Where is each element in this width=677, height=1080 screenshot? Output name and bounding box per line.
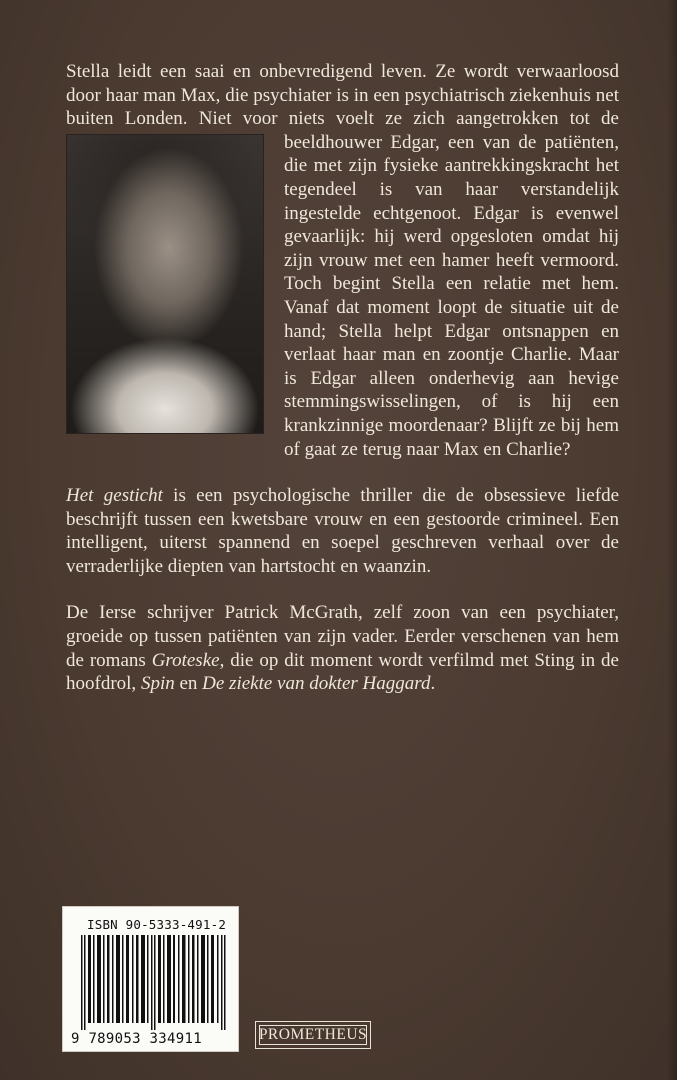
blurb-p1-intro: Stella leidt een saai en onbevredigend leven. Ze wordt verwaarloosd door haar man Max, die psychiater is in een psychiatrisch ziekenhuis net buiten Londen. Niet voor niets voelt ze zich aangetrokken tot de beeldhouwer — [66, 61, 619, 153]
cover-edge-shadow — [667, 0, 677, 1080]
blurb-paragraph-3 — [66, 601, 619, 695]
blurb-p3-text-c: en — [174, 673, 203, 695]
blurb-p2-text: is een psychologische thriller die de obsessieve liefde beschrijft tussen een kwetsbare vrouw en een gestoorde crimineel. Een intelligent, uiterst spannend en soepel geschreven verhaal over de verraderlijke diepten van hartstocht en waanzin. — [66, 485, 619, 577]
isbn-number: ISBN 90-5333-491-2 — [87, 917, 227, 932]
title-haggard: De ziekte van dokter Haggard — [202, 673, 431, 695]
publisher-logo-text: PROMETHEUS — [258, 1026, 368, 1043]
blurb-p1-continued: Edgar, een van de patiënten, die met zijn fysieke aantrekkingskracht het tegendeel is van haar verstandelijk ingestelde echtgenoot. Edgar is evenwel gevaarlijk: hij werd opgesloten omdat hij zijn vrouw met een hamer heeft vermoord. Toch begint Stella een relatie met hem. Vanaf dat moment loopt de situatie uit de hand; Stella helpt Edgar ontsnappen en verlaat haar man en zoontje Charlie. Maar is Edgar alleen onderhevig aan hevige stemmingswisselingen, of is hij een krankzinnige moordenaar? Blijft ze bij hem of gaat ze terug naar Max en Charlie? — [284, 131, 619, 460]
title-groteske: Groteske — [151, 649, 220, 671]
title-spin: Spin — [140, 673, 175, 695]
isbn-barcode-label — [62, 906, 239, 1052]
publisher-logo — [255, 1021, 371, 1049]
blurb-paragraph-2 — [66, 484, 619, 578]
blurb-paragraph-1 — [66, 60, 619, 461]
blurb-p3-text-a: De Ierse schrijver Patrick McGrath, zelf zoon van een psychiater, groeide op tussen patiënten van zijn vader. Eerder verschenen van hem de romans — [66, 602, 619, 671]
blurb-text — [66, 60, 619, 719]
ean-number: 9 789053 334911 — [71, 1031, 202, 1047]
book-title: Het gesticht — [66, 485, 163, 507]
author-photo — [66, 134, 264, 434]
blurb-p3-text-d: . — [430, 673, 436, 695]
blurb-p3-text-b: , die op dit moment wordt verfilmd met Sting in de hoofdrol, — [66, 649, 619, 695]
barcode-icon — [81, 935, 227, 1030]
